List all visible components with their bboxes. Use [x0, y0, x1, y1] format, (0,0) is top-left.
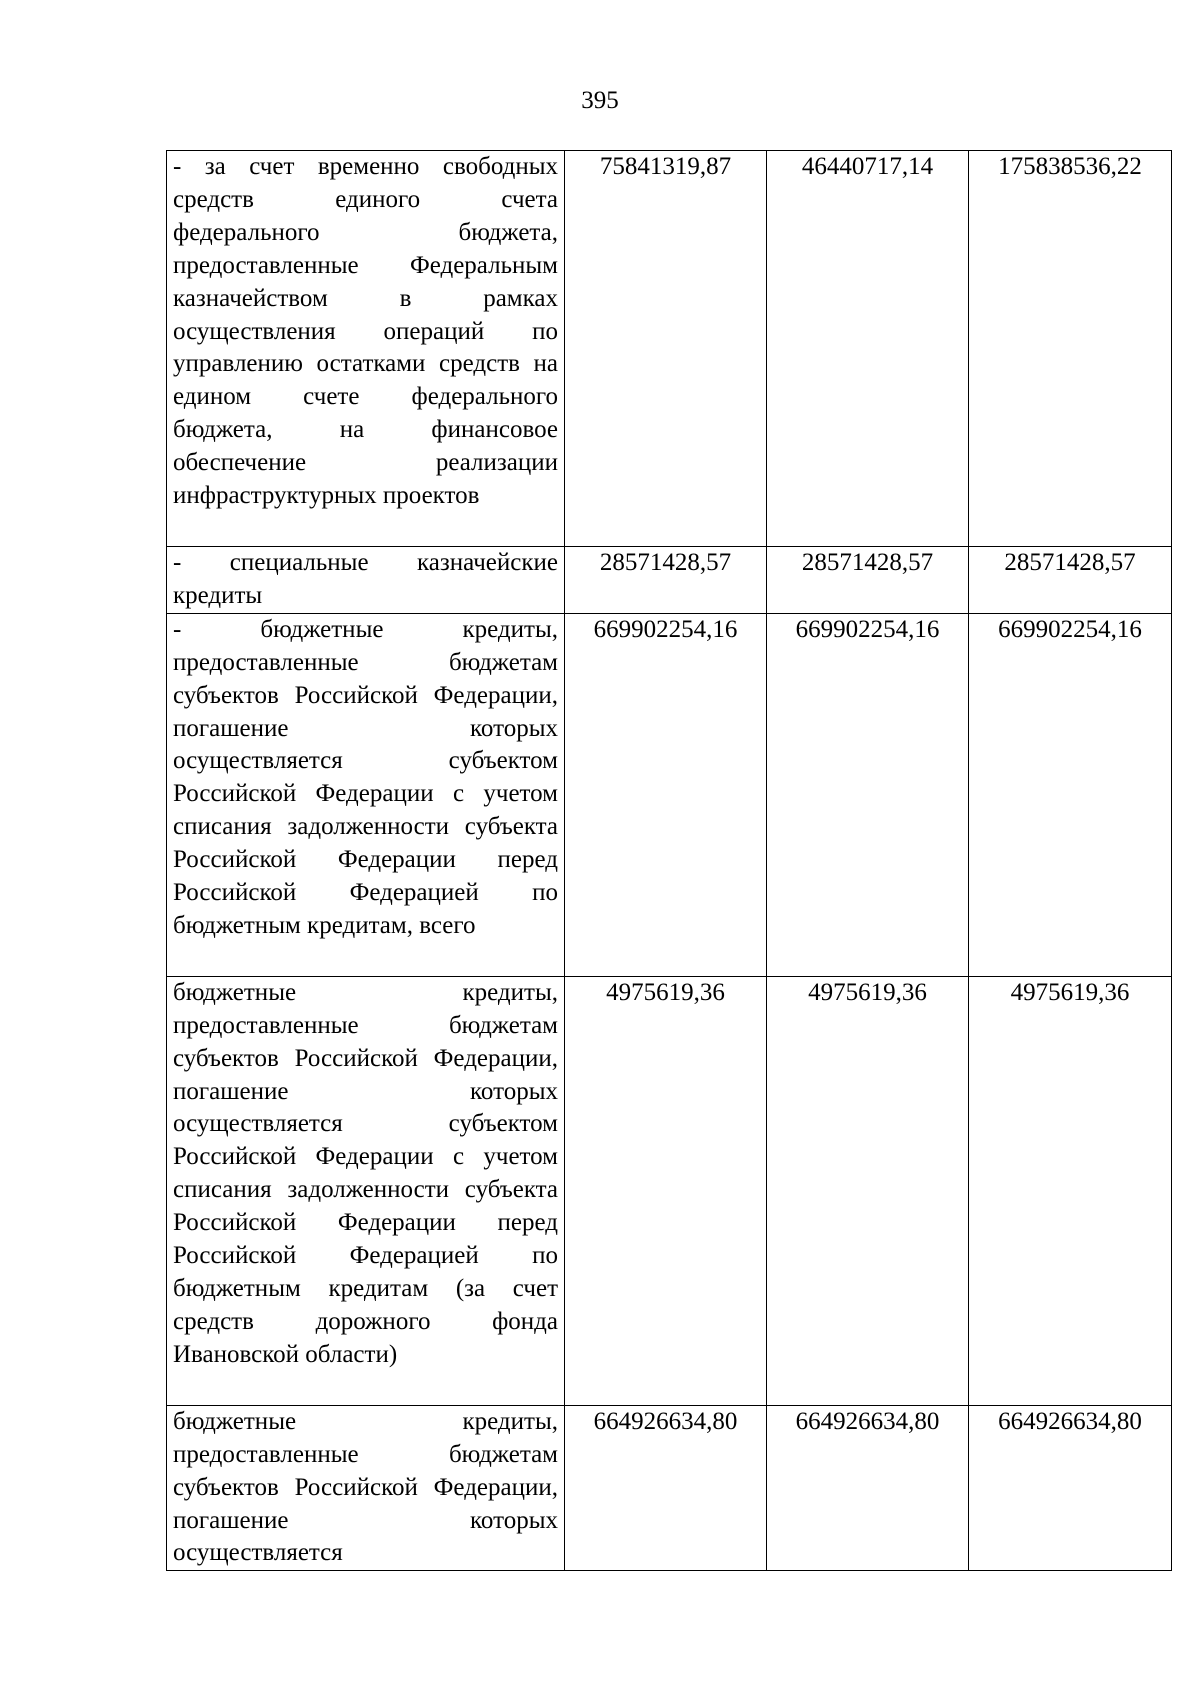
- row-description: - за счет временно свободных средств единого счета федерального бюджета, предоставленные Федеральным казначейством в рамках осуществления операций по управлению остатками средств на едином счете федерального бюджета, на финансовое обеспечение реализации инфраструктурных проектов: [167, 151, 565, 547]
- row-value-3: 4975619,36: [969, 976, 1172, 1405]
- row-value-1: 75841319,87: [565, 151, 767, 547]
- row-value-1: 669902254,16: [565, 613, 767, 976]
- row-value-3: 175838536,22: [969, 151, 1172, 547]
- budget-table: [166, 150, 1172, 1571]
- row-value-1: 28571428,57: [565, 547, 767, 614]
- table-row: [167, 976, 1172, 1405]
- row-value-1: 664926634,80: [565, 1405, 767, 1571]
- row-value-1: 4975619,36: [565, 976, 767, 1405]
- row-value-3: 28571428,57: [969, 547, 1172, 614]
- page-number: 395: [581, 87, 619, 114]
- row-description: бюджетные кредиты, предоставленные бюджетам субъектов Российской Федерации, погашение которых осуществляется: [167, 1405, 565, 1571]
- row-value-2: 4975619,36: [767, 976, 969, 1405]
- row-value-2: 669902254,16: [767, 613, 969, 976]
- row-description: - специальные казначейские кредиты: [167, 547, 565, 614]
- row-value-2: 664926634,80: [767, 1405, 969, 1571]
- table-row: [167, 1405, 1172, 1571]
- table-row: [167, 151, 1172, 547]
- row-description: бюджетные кредиты, предоставленные бюджетам субъектов Российской Федерации, погашение которых осуществляется субъектом Российской Федерации с учетом списания задолженности субъекта Российской Федерации перед Российской Федерацией по бюджетным кредитам (за счет средств дорожного фонда Ивановской области): [167, 976, 565, 1405]
- table-row: [167, 547, 1172, 614]
- row-value-3: 669902254,16: [969, 613, 1172, 976]
- row-value-2: 46440717,14: [767, 151, 969, 547]
- row-value-2: 28571428,57: [767, 547, 969, 614]
- row-description: - бюджетные кредиты, предоставленные бюджетам субъектов Российской Федерации, погашение которых осуществляется субъектом Российской Федерации с учетом списания задолженности субъекта Российской Федерации перед Российской Федерацией по бюджетным кредитам, всего: [167, 613, 565, 976]
- row-value-3: 664926634,80: [969, 1405, 1172, 1571]
- table-row: [167, 613, 1172, 976]
